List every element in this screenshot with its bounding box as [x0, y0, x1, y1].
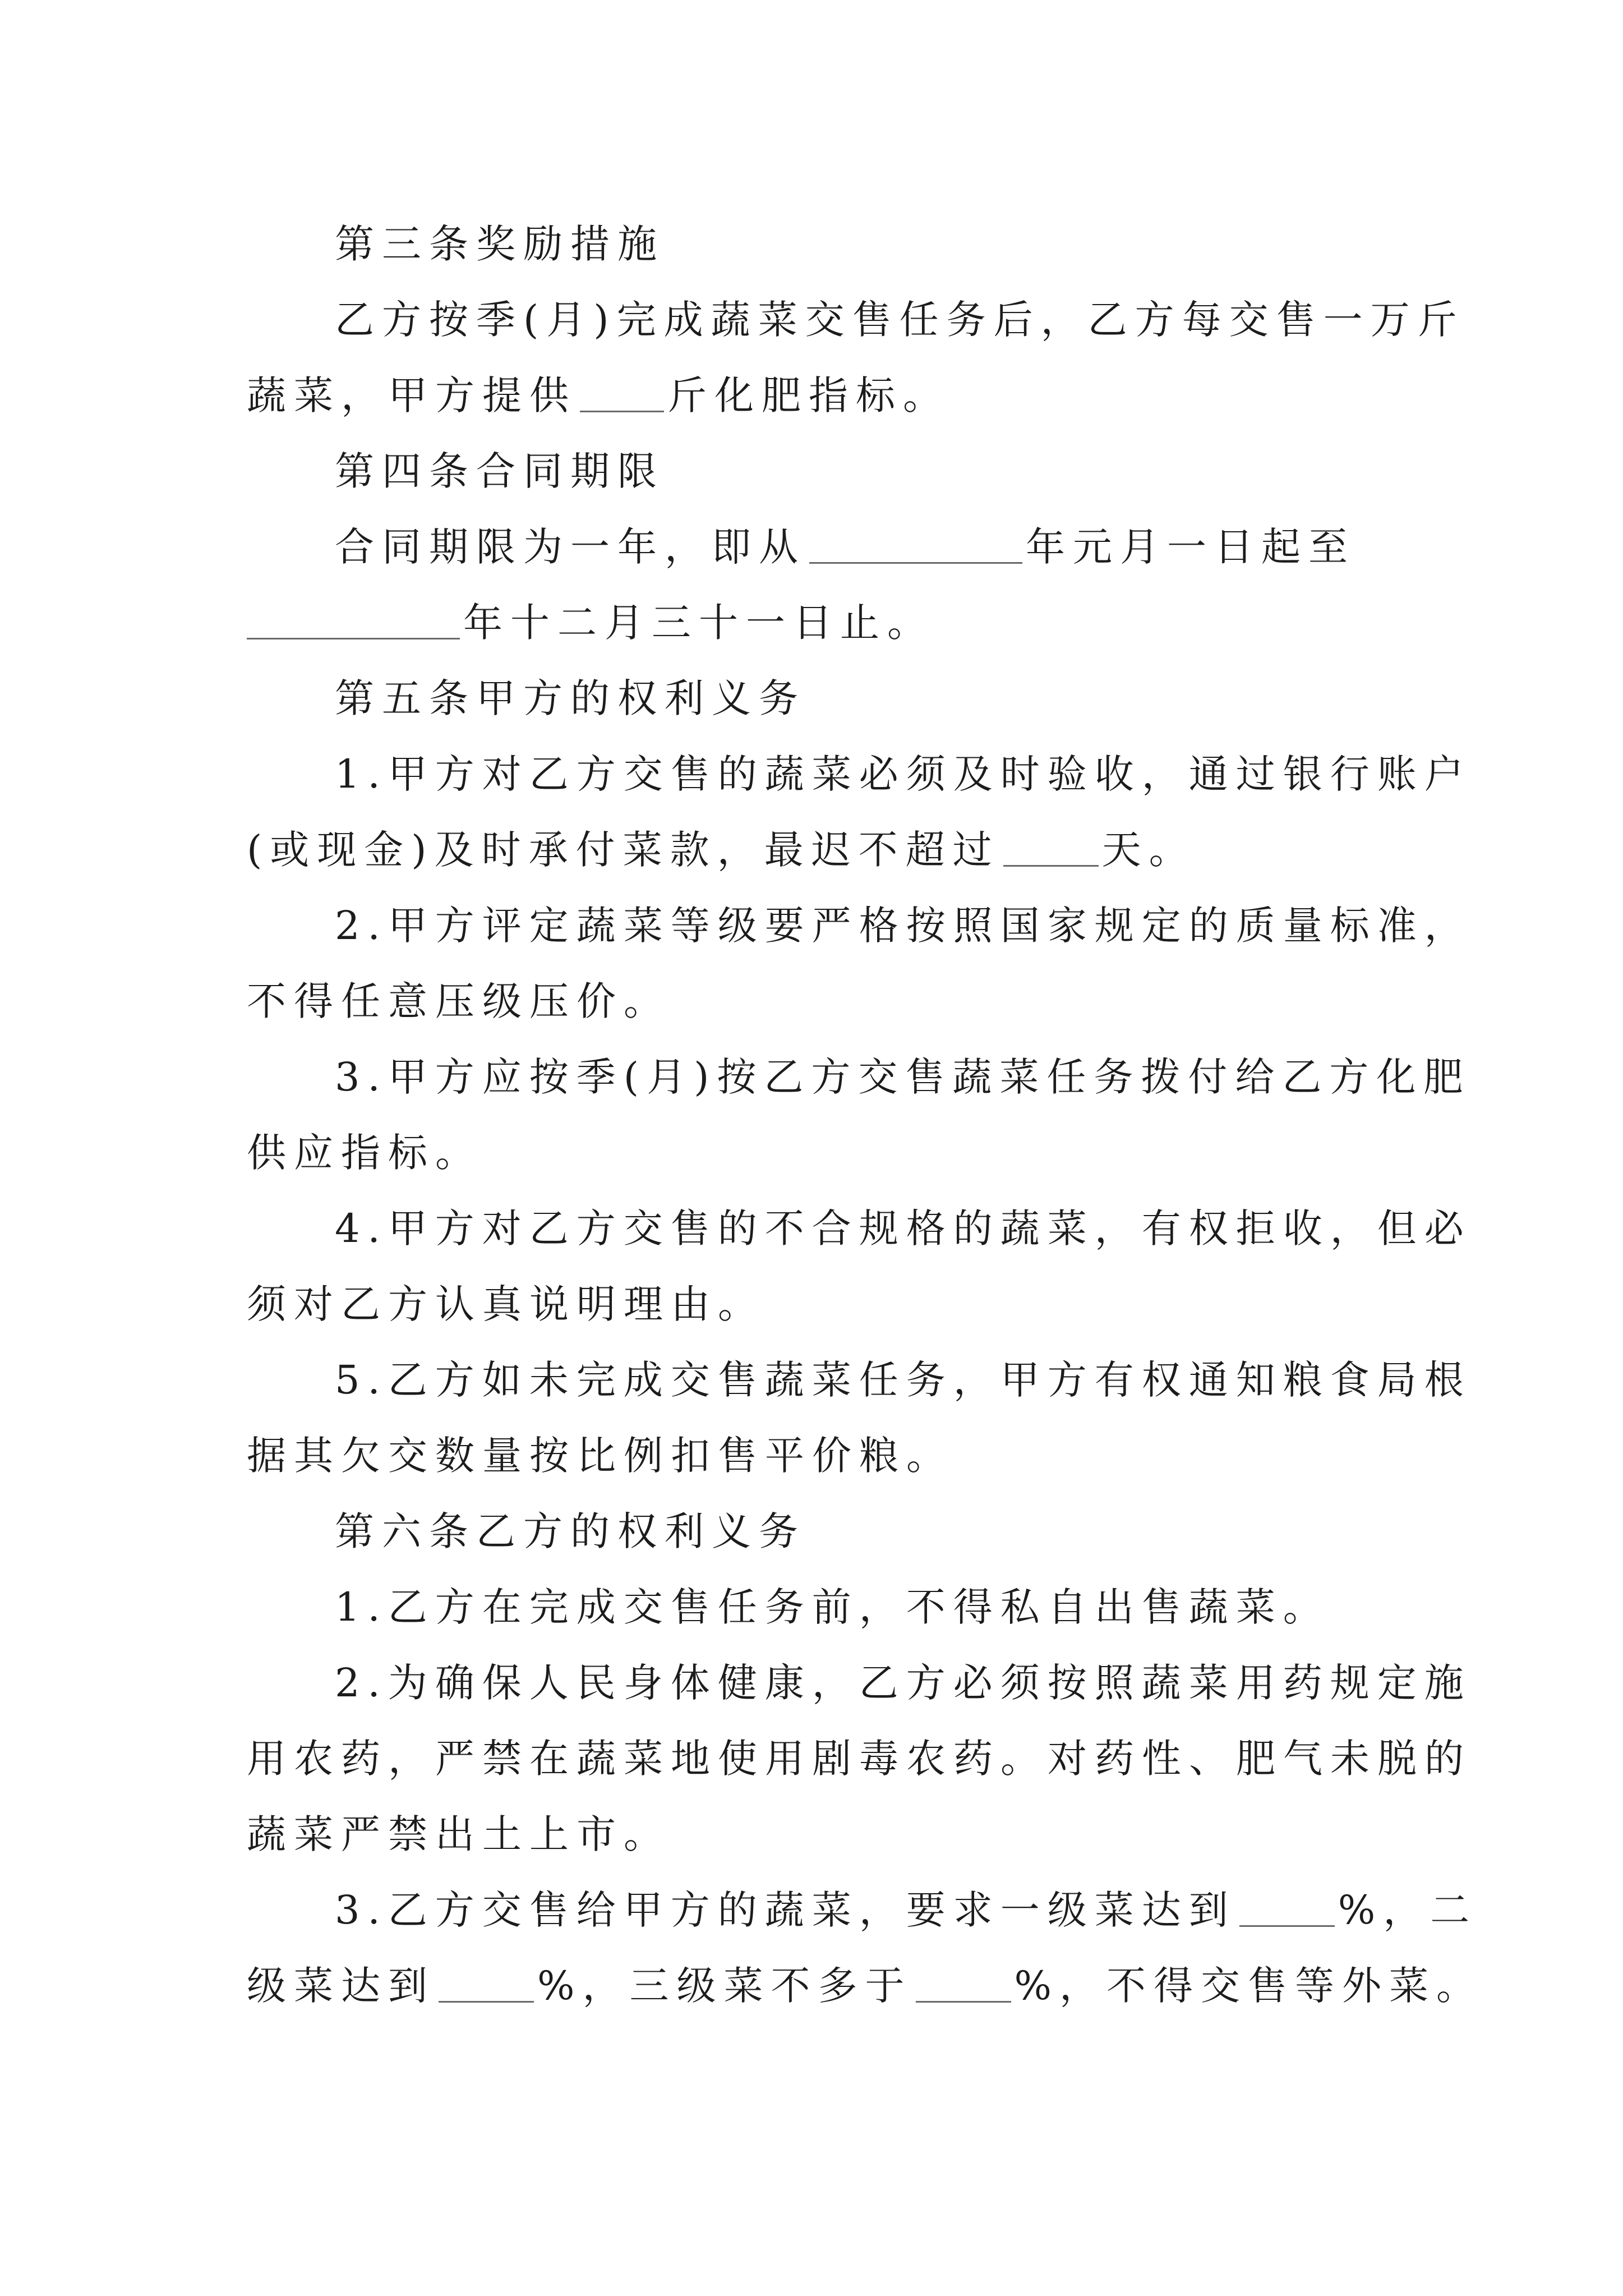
text-segment: 合同期限为一年，即从 — [335, 524, 806, 570]
article-5-item-1-line-2 — [247, 822, 1196, 878]
article-6-item-2-line-2: 用农药，严禁在蔬菜地使用剧毒农药。对药性、肥气未脱的 — [247, 1736, 1472, 1782]
article-6-item-2-line-1: 2.为确保人民身体健康，乙方必须按照蔬菜用药规定施 — [335, 1660, 1472, 1706]
article-5-item-1-line-1: 1.甲方对乙方交售的蔬菜必须及时验收，通过银行账户 — [335, 751, 1472, 797]
article-3-heading: 第三条奖励措施 — [335, 221, 665, 267]
article-5-item-2-line-2: 不得任意压级压价。 — [247, 978, 671, 1024]
grade-1-percent-blank — [1239, 1923, 1335, 1927]
text-segment: 天。 — [1101, 827, 1196, 873]
start-year-blank — [809, 560, 1022, 564]
article-4-text-line-1 — [335, 519, 1355, 575]
article-5-item-5-line-2: 据其欠交数量按比例扣售平价粮。 — [247, 1433, 953, 1479]
article-5-heading: 第五条甲方的权利义务 — [335, 675, 806, 721]
text-segment: (或现金)及时承付菜款，最迟不超过 — [247, 827, 1000, 873]
article-6-item-1-line-1: 1.乙方在完成交售任务前，不得私自出售蔬菜。 — [335, 1584, 1330, 1630]
text-segment: 年十二月三十一日止。 — [463, 600, 934, 646]
article-6-item-3-line-1 — [335, 1882, 1477, 1938]
text-segment: %，不得交售等外菜。 — [1014, 1963, 1484, 2009]
text-segment: 级菜达到 — [247, 1963, 435, 2009]
end-year-blank — [247, 636, 460, 639]
article-5-item-4-line-2: 须对乙方认真说明理由。 — [247, 1281, 765, 1327]
article-4-text-line-2 — [247, 595, 934, 651]
text-segment: 3.乙方交售给甲方的蔬菜，要求一级菜达到 — [335, 1887, 1236, 1933]
text-segment: 年元月一日起至 — [1026, 524, 1355, 570]
article-6-item-2-line-3: 蔬菜严禁出土上市。 — [247, 1811, 671, 1857]
text-segment: %，三级菜不多于 — [537, 1963, 912, 2009]
article-5-item-4-line-1: 4.甲方对乙方交售的不合规格的蔬菜，有权拒收，但必 — [335, 1205, 1472, 1251]
article-6-heading: 第六条乙方的权利义务 — [335, 1508, 806, 1554]
text-segment: 蔬菜，甲方提供 — [247, 372, 577, 418]
article-5-item-3-line-2: 供应指标。 — [247, 1130, 482, 1176]
grade-3-percent-blank — [916, 1999, 1011, 2003]
article-3-text-line-2 — [247, 367, 950, 424]
grade-2-percent-blank — [439, 1999, 534, 2003]
fertilizer-amount-blank — [580, 408, 664, 412]
article-5-item-2-line-1: 2.甲方评定蔬菜等级要严格按照国家规定的质量标准， — [335, 903, 1472, 949]
text-segment: 斤化肥指标。 — [667, 372, 950, 418]
article-5-item-5-line-1: 5.乙方如未完成交售蔬菜任务，甲方有权通知粮食局根 — [335, 1357, 1472, 1403]
article-4-heading: 第四条合同期限 — [335, 448, 665, 494]
article-5-item-3-line-1: 3.甲方应按季(月)按乙方交售蔬菜任务拨付给乙方化肥 — [335, 1054, 1471, 1100]
article-3-text-line-1: 乙方按季(月)完成蔬菜交售任务后，乙方每交售一万斤 — [335, 297, 1465, 343]
payment-days-blank — [1003, 863, 1099, 867]
article-6-item-3-line-2 — [247, 1958, 1483, 2014]
text-segment: %，二 — [1338, 1887, 1478, 1933]
